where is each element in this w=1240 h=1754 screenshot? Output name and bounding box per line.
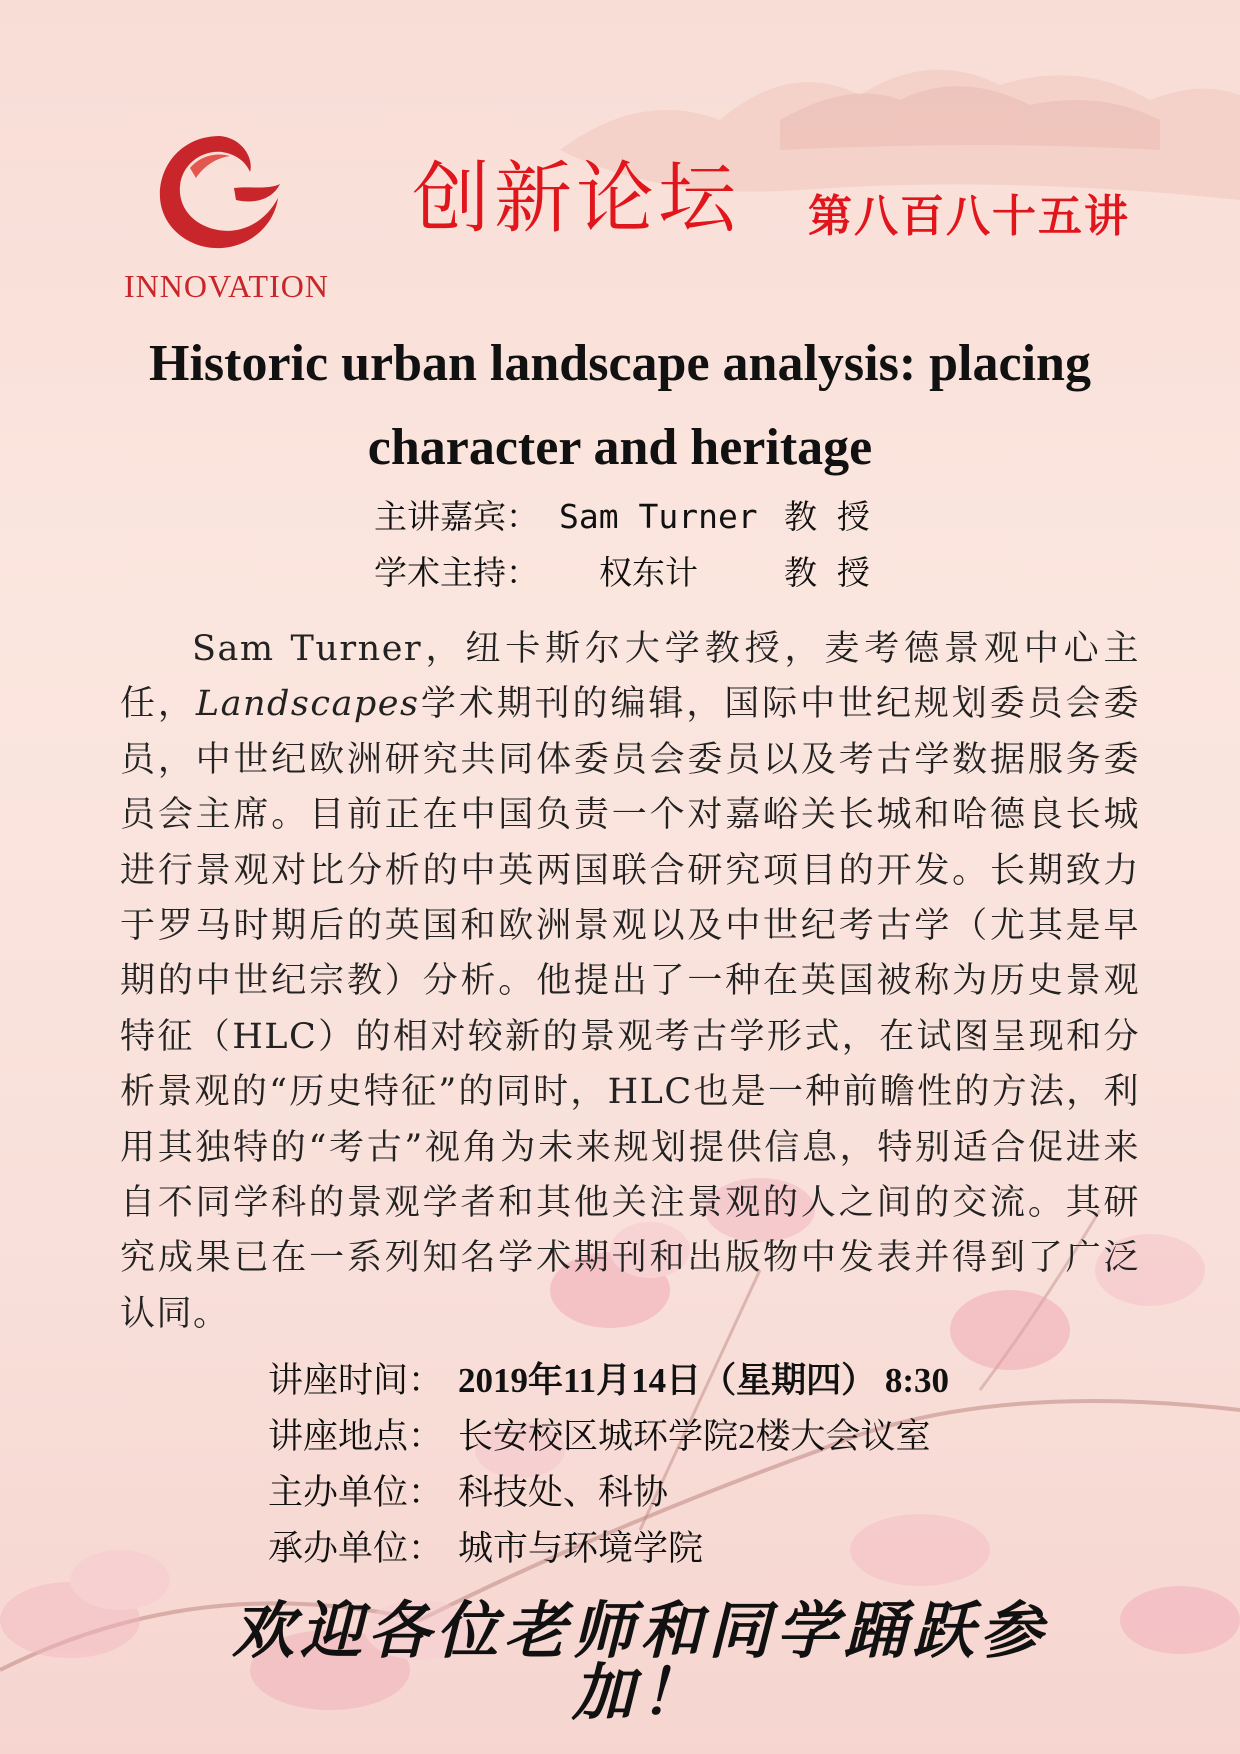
talk-title-line-2: character and heritage xyxy=(367,419,873,476)
bio-journal-name: Landscapes xyxy=(195,684,420,725)
place-label: 讲座地点： xyxy=(268,1417,444,1456)
logo-text: INNOVATION xyxy=(124,268,329,304)
speaker-label: 主讲嘉宾： xyxy=(374,497,539,536)
lecture-number: 第八百八十五讲 xyxy=(808,191,1130,242)
lecture-details xyxy=(268,1353,949,1577)
place-value: 长安校区城环学院2楼大会议室 xyxy=(458,1417,931,1456)
innovation-swirl-icon xyxy=(150,128,290,258)
undertaker-label: 承办单位： xyxy=(268,1529,444,1568)
time-value: 2019年11月14日（星期四） 8:30 xyxy=(458,1361,949,1400)
undertaker-value: 城市与环境学院 xyxy=(458,1529,704,1568)
speaker-bio xyxy=(120,622,1140,1342)
undertaker-row xyxy=(268,1521,949,1577)
time-row xyxy=(268,1353,949,1409)
innovation-logo xyxy=(120,128,350,308)
host-line xyxy=(374,553,870,592)
organizer-label: 主办单位： xyxy=(268,1473,444,1512)
speaker-title: 教 授 xyxy=(784,497,870,536)
bio-lead: Sam Turner，纽卡斯尔大学教授，麦考德景观中心主任， xyxy=(120,629,1140,725)
bio-rest: 学术期刊的编辑，国际中世纪规划委员会委员，中世纪欧洲研究共同体委员会委员以及考古学数据服务委员会主席。目前正在中国负责一个对嘉峪关长城和哈德良长城进行景观对比分析的中英两国联合研究项目的开发。长期致力于罗马时期后的英国和欧洲景观以及中世纪考古学（尤其是早期的中世纪宗教）分析。他提出了一种在英国被称为历史景观特征（HLC）的相对较新的景观考古学形式，在试图呈现和分析景观的“历史特征”的同时，HLC也是一种前瞻性的方法，利用其独特的“考古”视角为未来规划提供信息，特别适合促进来自不同学科的景观学者和其他关注景观的人之间的交流。其研究成果已在一系列知名学术期刊和出版物中发表并得到了广泛认同。 xyxy=(120,684,1140,1334)
organizer-value: 科技处、科协 xyxy=(458,1473,669,1512)
talk-title-line-1: Historic urban landscape analysis: placing xyxy=(149,335,1091,392)
welcome-message: 欢迎各位老师和同学踊跃参加！ xyxy=(231,1594,1048,1729)
speaker-name: Sam Turner xyxy=(559,497,758,536)
time-label: 讲座时间： xyxy=(268,1361,444,1400)
talk-title xyxy=(100,322,1140,490)
organizer-row xyxy=(268,1465,949,1521)
speaker-line xyxy=(374,497,870,536)
host-name: 权东计 xyxy=(599,553,698,592)
forum-title: 创新论坛 xyxy=(412,154,741,244)
place-row xyxy=(268,1409,949,1465)
host-label: 学术主持： xyxy=(374,553,539,592)
host-title: 教 授 xyxy=(784,553,870,592)
